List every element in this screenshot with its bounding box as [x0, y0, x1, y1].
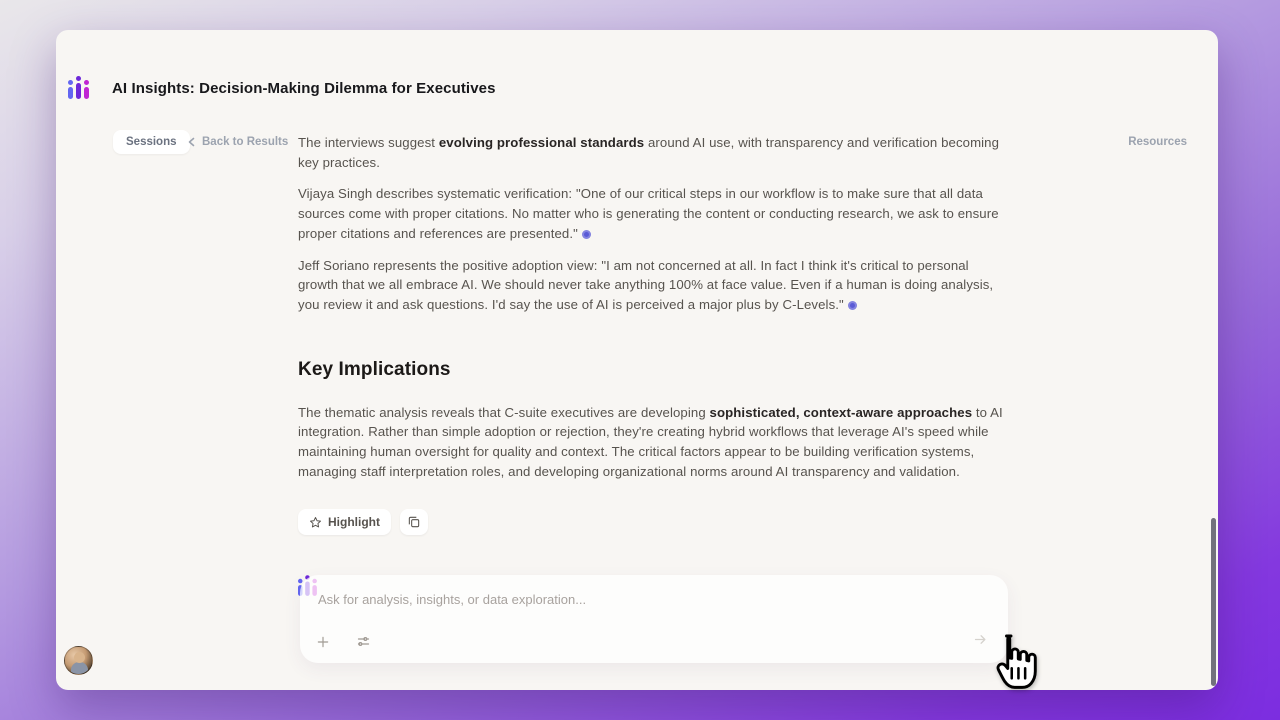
back-to-results-link[interactable] [187, 136, 288, 148]
app-window [56, 30, 1218, 690]
citation-marker[interactable] [848, 301, 857, 310]
star-icon [309, 516, 322, 529]
chevron-left-icon [187, 137, 197, 147]
citation-marker[interactable] [582, 230, 591, 239]
app-header [56, 30, 1218, 97]
send-arrow-icon [973, 632, 988, 647]
chat-settings-button[interactable] [354, 632, 373, 651]
paragraph-evolving-standards: The interviews suggest evolving professional standards around AI use, with transparency and verification becoming key practices. [298, 135, 1000, 170]
copy-button[interactable] [400, 509, 428, 535]
user-avatar[interactable] [64, 646, 93, 675]
highlight-button[interactable] [298, 509, 391, 535]
paragraph-vijaya-quote: Vijaya Singh describes systematic verification: "One of our critical steps in our workflow is to make sure that all data sources come with proper citations. No matter who is generating the content or conducting research, we ask to ensure proper citations and references are presented." [298, 186, 999, 241]
chat-toolbar [314, 632, 373, 651]
add-attachment-button[interactable] [314, 633, 332, 651]
back-to-results-label: Back to Results [202, 136, 289, 148]
send-button[interactable] [971, 630, 990, 649]
document-content [298, 133, 1010, 535]
sessions-button[interactable]: Sessions [113, 130, 190, 154]
scrollbar-thumb[interactable] [1211, 518, 1216, 686]
resources-link[interactable]: Resources [1128, 136, 1187, 148]
chat-input[interactable] [318, 592, 990, 607]
sliders-icon [356, 634, 371, 649]
message-actions [298, 509, 1010, 535]
paragraph-key-implications: The thematic analysis reveals that C-suite executives are developing sophisticated, context-aware approaches to AI integration. Rather than simple adoption or rejection, they're creating hybrid workflows that leverage AI's speed while maintaining human oversight for quality and context. The critical factors appear to be building verification systems, managing staff interpretation roles, and developing organizational norms around AI transparency and validation. [298, 404, 1003, 479]
highlight-label: Highlight [328, 515, 380, 530]
page-title: AI Insights: Decision-Making Dilemma for Executives [112, 80, 496, 97]
copy-icon [407, 515, 421, 529]
key-implications-heading: Key Implications [298, 358, 451, 380]
paragraph-jeff-quote: Jeff Soriano represents the positive adoption view: "I am not concerned at all. In fact I think it's critical to personal growth that we all embrace AI. We should never take anything 100% at face value. Even if a human is doing analysis, you review it and ask questions. I'd say the use of AI is perceived a major plus by C-Levels." [298, 257, 994, 312]
chat-input-panel [300, 575, 1008, 663]
brand-logo-icon [68, 77, 89, 99]
plus-icon [316, 635, 330, 649]
